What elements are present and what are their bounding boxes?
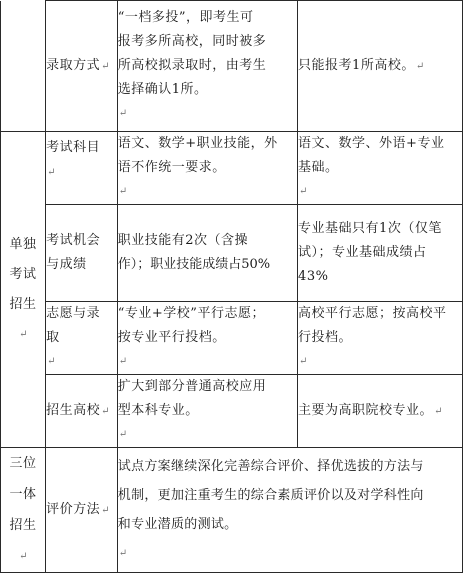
paragraph-mark-icon: ↵ <box>299 356 308 367</box>
table-row-admission-method <box>1 1 463 132</box>
paragraph-mark-icon: ↵ <box>118 186 128 197</box>
cell-line: 试）；专业基础成绩占 <box>298 245 427 260</box>
cell-line: 型本科专业。 ↵ <box>118 399 297 447</box>
row-label-subjects <box>46 132 118 205</box>
table-row-application <box>1 302 463 375</box>
group-label-independent <box>1 132 46 448</box>
cell-institutions-b <box>298 375 463 448</box>
cell-line: “专业+学校”平行志愿； <box>117 306 265 321</box>
paragraph-mark-icon: ↵ <box>118 356 128 367</box>
cell-line: 和专业潜质的测试。 ↵ <box>118 510 462 568</box>
table-row-institutions <box>1 375 463 448</box>
cell-line: 高校平行志愿；按高校平 <box>298 306 447 321</box>
group-label-line: 考试 <box>9 266 37 282</box>
row-label-line: 与成绩 <box>46 257 87 272</box>
paragraph-mark-icon: ↵ <box>101 405 110 417</box>
cell-subjects-a <box>117 132 297 205</box>
cell-application-a <box>117 302 297 375</box>
row-label-text: 评价方法 <box>46 501 101 517</box>
cell-line: 选择确认1所。 ↵ <box>118 78 297 126</box>
cell-line: 行投档。 ↵ <box>298 326 462 374</box>
cell-line: “一档多投”，即考生可 <box>117 10 254 25</box>
cell-exam-opportunities-a <box>117 205 297 302</box>
cell-evaluation <box>117 448 462 573</box>
group-label-line: 单独 <box>9 236 37 252</box>
paragraph-mark-icon: ↵ <box>47 167 56 178</box>
group-label-line: 三位 <box>9 456 37 471</box>
row-label-line: 考试机会 <box>46 233 101 248</box>
table-row-exam-opportunities <box>1 205 463 302</box>
paragraph-mark-icon: ↵ <box>415 60 425 72</box>
cell-line: 职业技能有2次（含操 <box>117 233 249 248</box>
cell-line: 试点方案继续深化完善综合评价、择优选拔的方法与 <box>117 459 424 474</box>
row-label-admission-method <box>46 1 118 132</box>
cell-institutions-a <box>117 375 297 448</box>
cell-text: 主要为高职院校专业。 <box>298 402 434 418</box>
cell-line: 基础。 ↵ <box>298 156 462 204</box>
paragraph-mark-icon: ↵ <box>19 328 28 340</box>
group-label-line: 一体 <box>9 487 37 502</box>
cell-subjects-b <box>298 132 463 205</box>
paragraph-mark-icon: ↵ <box>118 429 128 440</box>
group-label-three-in-one <box>1 448 46 573</box>
cell-line: 专业基础只有1次（仅笔 <box>298 221 442 236</box>
cell-line: 语文、数学+职业技能，外 <box>117 136 278 151</box>
paragraph-mark-icon: ↵ <box>47 356 56 367</box>
cell-line: 43% <box>298 269 329 284</box>
paragraph-mark-icon: ↵ <box>101 60 110 72</box>
cell-admission-method-b <box>298 1 463 132</box>
paragraph-mark-icon: ↵ <box>299 186 308 197</box>
row-label-line: 志愿与录 <box>46 306 101 321</box>
cell-line: 机制，更加注重考生的综合素质评价以及对学科性向 <box>117 488 424 503</box>
cell-line: 所高校拟录取时，由考生 <box>117 58 267 73</box>
row-label-exam-opportunities <box>46 205 118 302</box>
cell-line: 报考多所高校，同时被多 <box>117 34 267 49</box>
row-label-institutions <box>46 375 118 448</box>
paragraph-mark-icon: ↵ <box>19 551 28 562</box>
paragraph-mark-icon: ↵ <box>101 504 110 516</box>
paragraph-mark-icon: ↵ <box>118 108 128 119</box>
row-label-text: 招生高校 <box>46 402 101 418</box>
cell-line: 作）；职业技能成绩占50% <box>117 257 271 272</box>
paragraph-mark-icon: ↵ <box>434 405 443 417</box>
cell-text: 只能报考1所高校。 <box>298 57 415 73</box>
group-label-line: 招生 ↵ <box>1 290 45 350</box>
table-row-evaluation <box>1 448 463 573</box>
cell-line: 按专业平行投档。 ↵ <box>118 326 297 374</box>
row-label-evaluation <box>46 448 118 573</box>
row-label-text: 考试科目 <box>46 140 101 155</box>
cell-exam-opportunities-b <box>298 205 463 302</box>
cell-line: 语文、数学、外语+专业 <box>298 136 445 151</box>
row-label-application <box>46 302 118 375</box>
table-row-subjects <box>1 132 463 205</box>
cell-application-b <box>298 302 463 375</box>
cell-admission-method-a <box>117 1 297 132</box>
group-cell-empty <box>1 1 46 132</box>
cell-line: 扩大到部分普通高校应用 <box>117 379 267 394</box>
cell-line: 语不作统一要求。 ↵ <box>118 156 297 204</box>
row-label-line: 取 ↵ <box>46 326 117 374</box>
paragraph-mark-icon: ↵ <box>118 548 128 559</box>
group-label-line: 招生 ↵ <box>1 510 45 572</box>
row-label-text: 录取方式 <box>46 57 101 73</box>
